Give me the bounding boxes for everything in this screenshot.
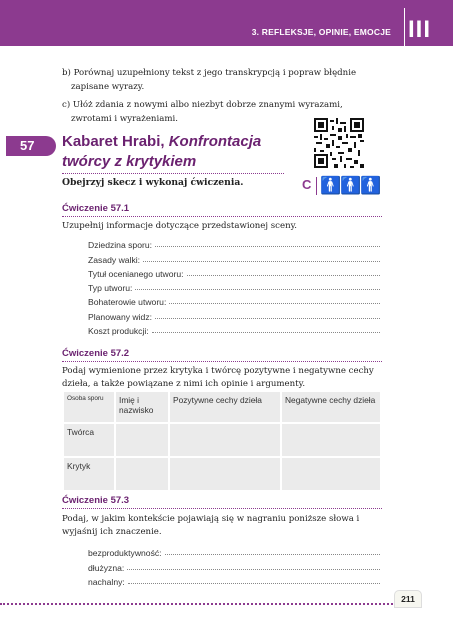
field-typ[interactable] xyxy=(88,279,380,293)
exercise-57-3-title: Ćwiczenie 57.3 xyxy=(62,495,130,506)
cell-input[interactable] xyxy=(170,458,280,490)
field-label: Zasady walki: xyxy=(88,254,141,265)
exercise-57-2-title: Ćwiczenie 57.2 xyxy=(62,348,130,359)
level-indicator xyxy=(302,175,392,197)
title-divider xyxy=(62,173,284,174)
word-label: nachalny: xyxy=(88,576,125,587)
chapter-title: 3. REFLEKSJE, OPINIE, EMOCJE xyxy=(251,27,391,37)
word-field[interactable] xyxy=(88,573,380,587)
field-label: Typ utworu: xyxy=(88,283,133,294)
cell-input[interactable] xyxy=(116,458,168,490)
lesson-number-badge: 57 xyxy=(6,136,56,156)
cell-input[interactable] xyxy=(282,458,380,490)
intro-task-b: b) Porównaj uzupełniony tekst z jego transkrypcją i popraw błędnie zapisane wyrazy. xyxy=(62,68,357,92)
exercise-57-1-divider xyxy=(62,216,382,217)
traits-table xyxy=(62,390,382,492)
row-label-tworca: Twórca xyxy=(64,424,114,456)
field-tytul[interactable] xyxy=(88,265,380,279)
level-divider xyxy=(316,177,317,195)
cell-input[interactable] xyxy=(170,424,280,456)
group-work-icon: 🚹🚹🚹 xyxy=(320,176,381,196)
word-field[interactable] xyxy=(88,558,380,572)
title-italic-2: twórcy z krytykiem xyxy=(62,153,197,170)
qr-code-icon[interactable] xyxy=(314,118,364,168)
exercise-57-2-instruction: Podaj wymienione przez krytyka i twórcę pozytywne i negatywne cechy dzieła, a także powiązane z nimi ich opinie i argumenty. xyxy=(62,366,374,389)
lesson-instruction: Obejrzyj skecz i wykonaj ćwiczenia. xyxy=(62,177,244,188)
field-label: Tytuł ocenianego utworu: xyxy=(88,268,184,279)
footer-divider xyxy=(0,603,393,605)
row-label-krytyk: Krytyk xyxy=(64,458,114,490)
word-label: bezproduktywność: xyxy=(88,548,162,559)
field-label: Planowany widz: xyxy=(88,311,153,322)
scene-info-fields xyxy=(88,236,380,336)
field-label: Koszt produkcji: xyxy=(88,326,149,337)
header-negative: Negatywne cechy dzieła xyxy=(282,392,380,422)
exercise-57-3-divider xyxy=(62,508,382,509)
header-person: Osoba sporu xyxy=(64,392,114,422)
title-italic-1: Konfrontacja xyxy=(168,133,262,150)
cell-input[interactable] xyxy=(282,424,380,456)
intro-task-c: c) Ułóż zdania z nowymi albo niezbyt dobrze znanymi wyrazami, zwrotami i wyrażeniami. xyxy=(62,100,343,124)
page-number: 211 xyxy=(394,590,422,608)
section-number: III xyxy=(407,16,431,43)
field-bohaterowie[interactable] xyxy=(88,293,380,307)
title-plain: Kabaret Hrabi, xyxy=(62,133,169,150)
word-field[interactable] xyxy=(88,544,380,558)
cell-input[interactable] xyxy=(116,424,168,456)
exercise-57-3-instruction: Podaj, w jakim kontekście pojawiają się w nagraniu poniższe słowa i wyjaśnij ich znaczenie. xyxy=(62,514,360,537)
level-letter: C xyxy=(302,177,312,192)
header-name: Imię i nazwisko xyxy=(116,392,168,422)
exercise-57-1-title: Ćwiczenie 57.1 xyxy=(62,203,130,214)
exercise-57-1-instruction: Uzupełnij informacje dotyczące przedstawionej sceny. xyxy=(62,221,298,231)
lesson-title xyxy=(62,132,261,172)
field-label: Dziedzina sporu: xyxy=(88,240,153,251)
field-koszt[interactable] xyxy=(88,322,380,336)
field-label: Bohaterowie utworu: xyxy=(88,297,167,308)
field-widz[interactable] xyxy=(88,307,380,321)
field-dziedzina[interactable] xyxy=(88,236,380,250)
vocabulary-fields xyxy=(88,544,380,587)
header-positive: Pozytywne cechy dzieła xyxy=(170,392,280,422)
header-divider xyxy=(404,8,405,46)
header-bar xyxy=(0,0,453,46)
word-label: dłużyzna: xyxy=(88,562,125,573)
field-zasady[interactable] xyxy=(88,250,380,264)
exercise-57-2-divider xyxy=(62,361,382,362)
